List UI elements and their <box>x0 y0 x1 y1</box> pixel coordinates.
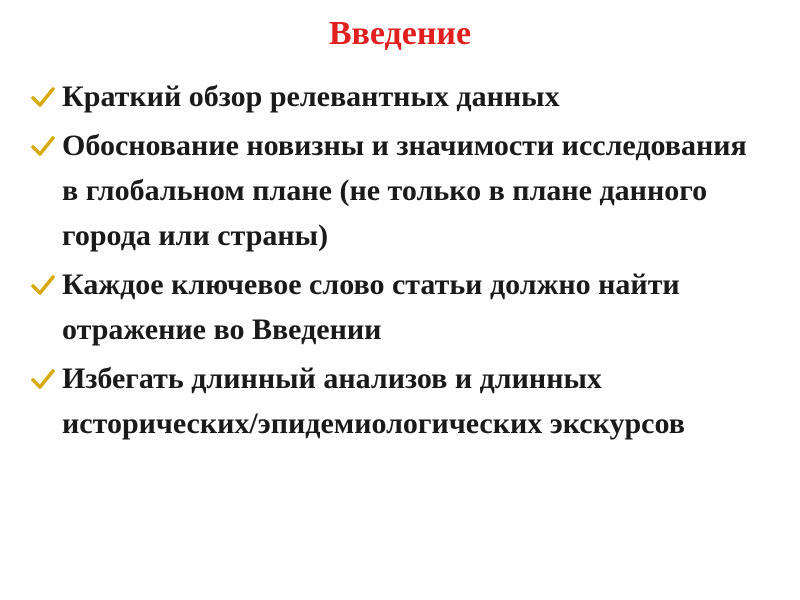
check-icon <box>30 274 56 296</box>
check-icon <box>30 368 56 390</box>
bullet-item-4 <box>30 356 770 446</box>
bullet-item-3 <box>30 262 770 352</box>
slide-title: Введение <box>328 15 472 52</box>
bullet-text: Обоснование новизны и значимости исследования в глобальном плане (не только в плане данного города или страны) <box>62 129 747 252</box>
bullet-text: Краткий обзор релевантных данных <box>62 80 560 113</box>
bullet-text: Каждое ключевое слово статьи должно найти отражение во Введении <box>62 268 680 346</box>
bullet-list <box>30 74 770 450</box>
bullet-item-2 <box>30 123 770 258</box>
check-icon <box>30 135 56 157</box>
bullet-text: Избегать длинный анализов и длинных исторических/эпидемиологических экскурсов <box>62 362 685 440</box>
check-icon <box>30 86 56 108</box>
bullet-item-1 <box>30 74 770 119</box>
